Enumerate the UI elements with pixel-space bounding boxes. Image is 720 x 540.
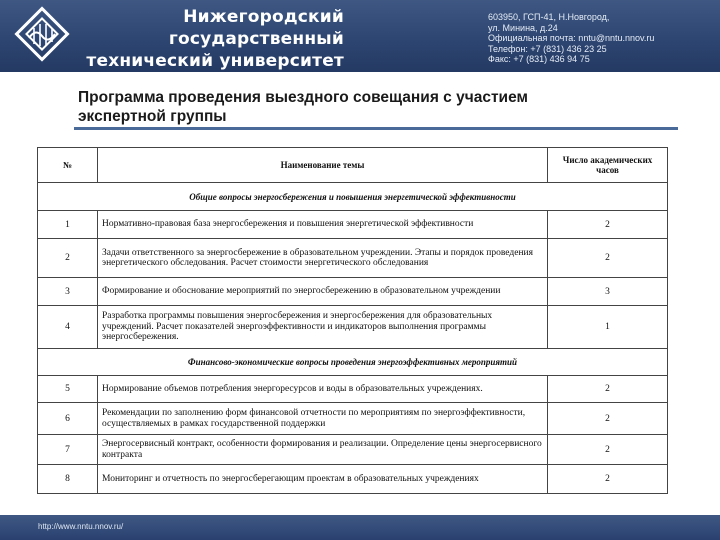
row-topic: Разработка программы повышения энергосбережения и энергосбережения для образовательных учреждений. Расчет показателей энергоэффективности и индикаторов выполнения программы энергосбережения. bbox=[98, 306, 548, 349]
table-header-row bbox=[38, 148, 668, 183]
row-hours: 2 bbox=[548, 403, 668, 435]
university-name-line: им. Р.Е. Алексеева bbox=[155, 73, 344, 93]
row-hours: 3 bbox=[548, 278, 668, 306]
table-row bbox=[38, 306, 668, 349]
row-num: 3 bbox=[38, 278, 98, 306]
row-hours: 2 bbox=[548, 211, 668, 239]
page-title-line: экспертной группы bbox=[78, 108, 227, 125]
footer-bar bbox=[0, 515, 720, 540]
university-name-line: технический университет bbox=[86, 51, 344, 71]
title-divider bbox=[74, 127, 678, 130]
row-num: 4 bbox=[38, 306, 98, 349]
section-title: Общие вопросы энергосбережения и повышения энергетической эффективности bbox=[38, 183, 668, 211]
university-name-line: Нижегородский государственный bbox=[168, 7, 344, 49]
header-hours: Число академических часов bbox=[548, 148, 668, 183]
row-num: 5 bbox=[38, 376, 98, 403]
table-row bbox=[38, 211, 668, 239]
contact-info bbox=[488, 12, 714, 65]
row-topic: Задачи ответственного за энергосбережение в образовательном учреждении. Этапы и порядок проведения энергетического обследования. Расчет стоимости энергетического обследования bbox=[98, 239, 548, 278]
row-topic: Рекомендации по заполнению форм финансовой отчетности по мероприятиям по энергоэффективности, осуществляемых в рамках государственной поддержки bbox=[98, 403, 548, 435]
table-row bbox=[38, 403, 668, 435]
page-title-line: Программа проведения выездного совещания с участием bbox=[78, 89, 528, 106]
table-row bbox=[38, 465, 668, 494]
row-hours: 2 bbox=[548, 239, 668, 278]
footer-url-link[interactable]: http://www.nntu.nnov.ru/ bbox=[38, 522, 124, 531]
row-num: 8 bbox=[38, 465, 98, 494]
table-row bbox=[38, 239, 668, 278]
section-title: Финансово-экономические вопросы проведения энергоэффективных мероприятий bbox=[38, 349, 668, 376]
contact-street: ул. Минина, д.24 bbox=[488, 22, 558, 33]
table-row bbox=[38, 435, 668, 465]
page-title bbox=[78, 88, 638, 126]
contact-email: Официальная почта: nntu@nntu.nnov.ru bbox=[488, 33, 655, 43]
section-row bbox=[38, 349, 668, 376]
contact-fax: Факс: +7 (831) 436 94 75 bbox=[488, 54, 590, 64]
section-row bbox=[38, 183, 668, 211]
row-num: 2 bbox=[38, 239, 98, 278]
contact-phone: Телефон: +7 (831) 436 23 25 bbox=[488, 43, 607, 54]
header-num: № bbox=[38, 148, 98, 183]
row-topic: Формирование и обоснование мероприятий по энергосбережению в образовательном учреждении bbox=[98, 278, 548, 306]
contact-address: 603950, ГСП-41, Н.Новгород, bbox=[488, 12, 610, 22]
row-hours: 2 bbox=[548, 376, 668, 403]
table-row bbox=[38, 376, 668, 403]
row-num: 6 bbox=[38, 403, 98, 435]
row-topic: Нормативно-правовая база энергосбережения и повышения энергетической эффективности bbox=[98, 211, 548, 239]
row-topic: Энергосервисный контракт, особенности формирования и реализации. Определение цены энергосервисного контракта bbox=[98, 435, 548, 465]
row-hours: 2 bbox=[548, 465, 668, 494]
row-topic: Нормирование объемов потребления энергоресурсов и воды в образовательных учреждениях. bbox=[98, 376, 548, 403]
header-topic: Наименование темы bbox=[98, 148, 548, 183]
row-topic: Мониторинг и отчетность по энергосберегающим проектам в образовательных учреждениях bbox=[98, 465, 548, 494]
row-num: 7 bbox=[38, 435, 98, 465]
university-name bbox=[62, 6, 344, 94]
agenda-table bbox=[37, 147, 668, 494]
row-hours: 1 bbox=[548, 306, 668, 349]
row-num: 1 bbox=[38, 211, 98, 239]
header-banner bbox=[0, 0, 720, 93]
table-row bbox=[38, 278, 668, 306]
row-hours: 2 bbox=[548, 435, 668, 465]
